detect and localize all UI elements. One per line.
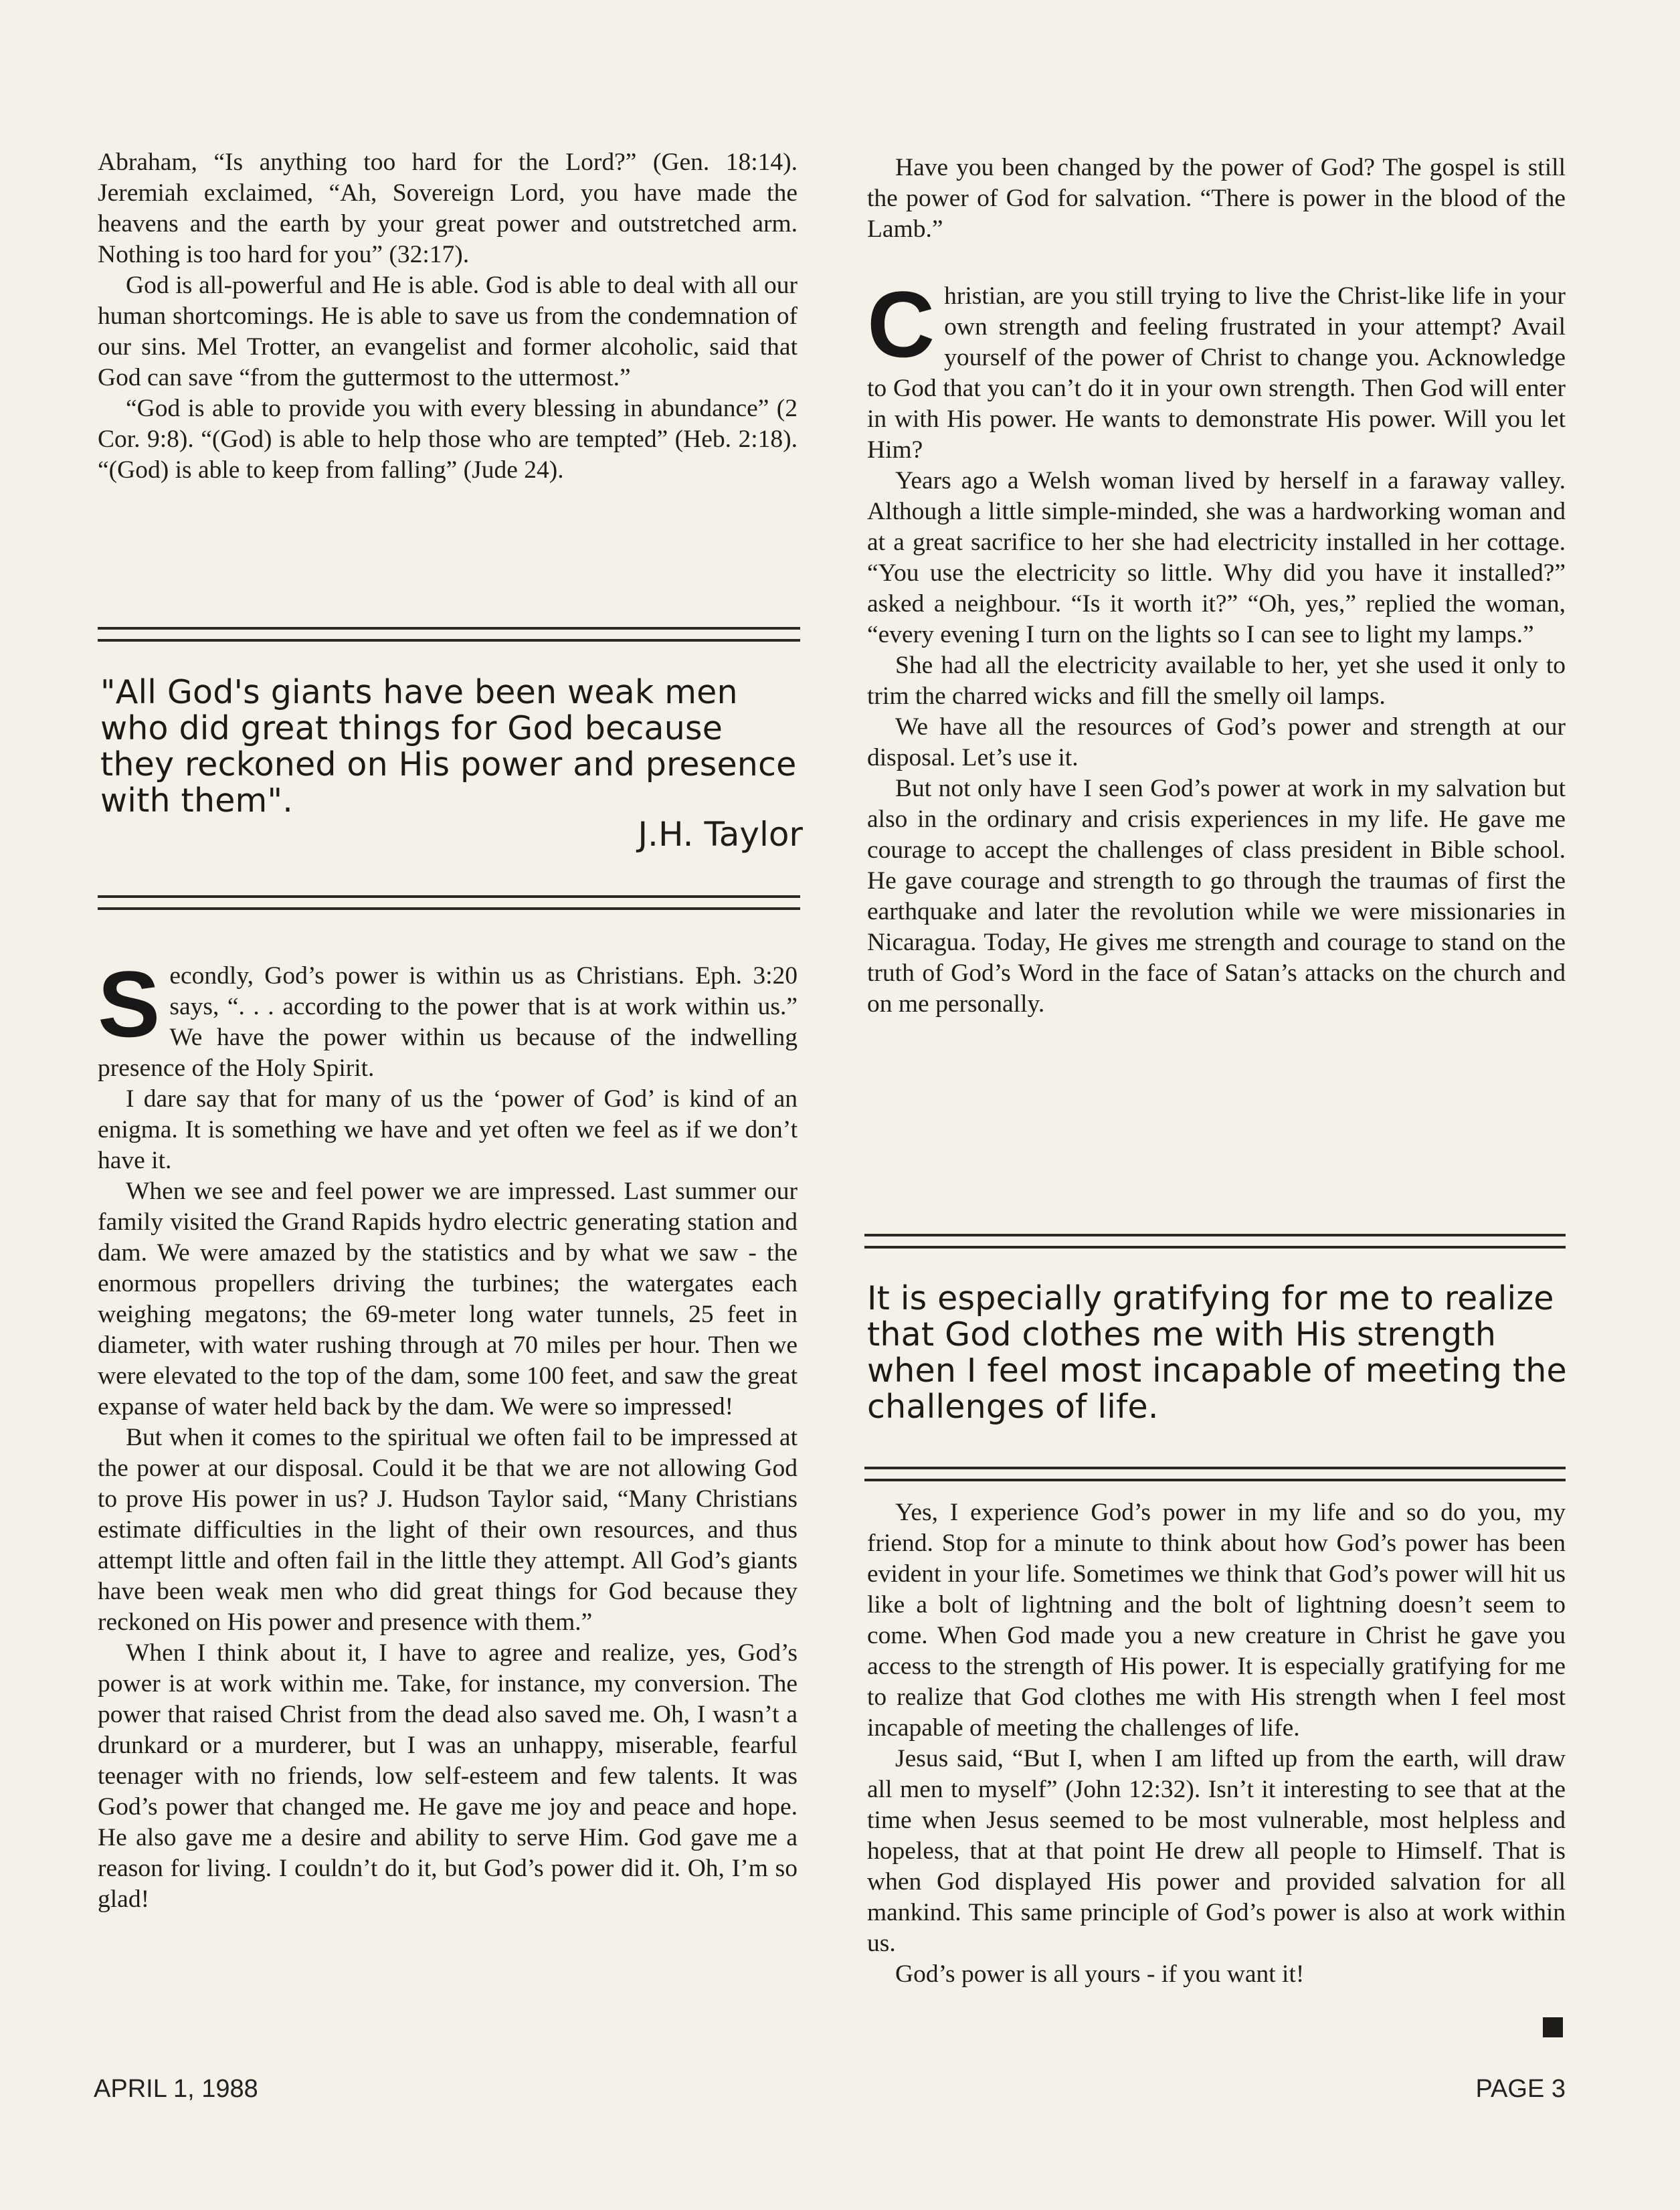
first-paragraph-text: econdly, God’s power is within us as Christians. Eph. 3:20 says, “. . . according to the power that is at work within us.” We have the power within us because of the indwelling presence of the Holy Spirit. <box>98 962 798 1082</box>
left-column-section <box>98 951 798 1915</box>
body-paragraph: Years ago a Welsh woman lived by herself in a faraway valley. Although a little simple-minded, she was a hardworking woman and at a great sacrifice to her she had electricity installed in her cottage. “You use the electricity so little. Why did you have it installed?” asked a neighbour. “Is it worth it?” “Oh, yes,” replied the woman, “every evening I turn on the lights so I can see to light my lamps.” <box>867 467 1566 648</box>
end-of-article-square-icon <box>1543 2017 1563 2037</box>
drop-cap: S <box>98 951 161 1056</box>
first-paragraph-text: hristian, are you still trying to live the Christ-like life in your own strength and feeling frustrated in your attempt? Avail yourself of the power of Christ to change you. Acknowledge to God that you can’t do it in your own strength. Then God will enter in with His power. He wants to demonstrate His power. Will you let Him? <box>867 282 1566 464</box>
body-paragraph: Abraham, “Is anything too hard for the Lord?” (Gen. 18:14). Jeremiah exclaimed, “Ah, Sovereign Lord, you have made the heavens and the earth by your great power and outstretched arm. Nothing is too hard for you” (32:17). <box>98 149 798 268</box>
double-rule-divider <box>864 1234 1566 1249</box>
body-paragraph: But not only have I seen God’s power at work in my salvation but also in the ordinary and crisis experiences in my life. He gave me courage to accept the challenges of class president in Bible school. He gave courage and strength to go through the traumas of first the earthquake and later the revolution while we were missionaries in Nicaragua. Today, He gives me strength and courage to stand on the truth of God’s Word in the face of Satan’s attacks on the church and on me personally. <box>867 775 1566 1018</box>
pull-quote: "All God's giants have been weak men who did great things for God because they reckoned on His power and presence with them". <box>100 673 797 820</box>
body-paragraph: But when it comes to the spiritual we often fail to be impressed at the power at our disposal. Could it be that we are not allowing God to prove His power in us? J. Hudson Taylor said, “Many Christians estimate difficulties in the light of their own resources, and thus attempt little and often fail in the little they attempt. All God’s giants have been weak men who did great things for God because they reckoned on His power and presence with them.” <box>98 1424 798 1636</box>
double-rule-divider <box>98 627 800 642</box>
section-first-paragraph <box>867 272 1566 466</box>
body-paragraph: I dare say that for many of us the ‘power of God’ is kind of an enigma. It is something we have and yet often we feel as if we don’t have it. <box>98 1085 798 1174</box>
left-column-intro <box>98 147 798 486</box>
double-rule-divider <box>864 1467 1566 1481</box>
pull-quote: It is especially gratifying for me to realize that God clothes me with His strength when I feel most incapable of meeting the challenges of life. <box>867 1279 1567 1426</box>
footer-page-number: PAGE 3 <box>1475 2075 1566 2103</box>
body-paragraph: Jesus said, “But I, when I am lifted up from the earth, will draw all men to myself” (John 12:32). Isn’t it interesting to see that at the time when Jesus seemed to be most vulnerable, most helpless and hopeless, that at that point He drew all people to Himself. That is when God displayed His power and provided salvation for all mankind. This same principle of God’s power is also at work within us. <box>867 1745 1566 1957</box>
body-paragraph: Have you been changed by the power of God? The gospel is still the power of God for salvation. “There is power in the blood of the Lamb.” <box>867 154 1566 243</box>
drop-cap: C <box>867 272 935 377</box>
body-paragraph: God is all-powerful and He is able. God is able to deal with all our human shortcomings. He is able to save us from the condemnation of our sins. Mel Trotter, an evangelist and former alcoholic, said that God can save “from the guttermost to the uttermost.” <box>98 272 798 391</box>
body-paragraph: We have all the resources of God’s power and strength at our disposal. Let’s use it. <box>867 713 1566 771</box>
footer-date: APRIL 1, 1988 <box>94 2075 258 2103</box>
pull-quote-author: J.H. Taylor <box>638 815 803 854</box>
body-paragraph: When we see and feel power we are impressed. Last summer our family visited the Grand Rapids hydro electric generating station and dam. We were amazed by the statistics and by what we saw - the enormous propellers driving the turbines; the watergates each weighing megatons; the 69-meter long water tunnels, 25 feet in diameter, with water rushing through at 70 miles per hour. Then we were elevated to the top of the dam, some 100 feet, and saw the great expanse of water held back by the dam. We were so impressed! <box>98 1178 798 1420</box>
body-paragraph: She had all the electricity available to her, yet she used it only to trim the charred wicks and fill the smelly oil lamps. <box>867 652 1566 710</box>
double-rule-divider <box>98 895 800 910</box>
body-paragraph: “God is able to provide you with every blessing in abundance” (2 Cor. 9:8). “(God) is able to help those who are tempted” (Heb. 2:18). “(God) is able to keep from falling” (Jude 24). <box>98 395 798 484</box>
body-paragraph: When I think about it, I have to agree and realize, yes, God’s power is at work within me. Take, for instance, my conversion. The power that raised Christ from the dead also saved me. Oh, I wasn’t a drunkard or a murderer, but I was an unhappy, miserable, fearful teenager with no friends, low self-esteem and few talents. It was God’s power that changed me. He gave me joy and peace and hope. He also gave me a desire and ability to serve Him. God gave me a reason for living. I couldn’t do it, but God’s power did it. Oh, I’m so glad! <box>98 1639 798 1913</box>
right-column-intro <box>867 153 1566 245</box>
section-first-paragraph <box>98 951 798 1084</box>
body-paragraph: Yes, I experience God’s power in my life and so do you, my friend. Stop for a minute to think about how God’s power has been evident in your life. Sometimes we think that God’s power will hit us like a bolt of lightning and the bolt of lightning doesn’t seem to come. When God made you a new creature in Christ he gave you access to the strength of His power. It is especially gratifying for me to realize that God clothes me with His strength when I feel most incapable of meeting the challenges of life. <box>867 1499 1566 1742</box>
body-paragraph: God’s power is all yours - if you want it! <box>895 1960 1305 1988</box>
right-column-closing <box>867 1497 1566 1990</box>
right-column-section <box>867 272 1566 1020</box>
